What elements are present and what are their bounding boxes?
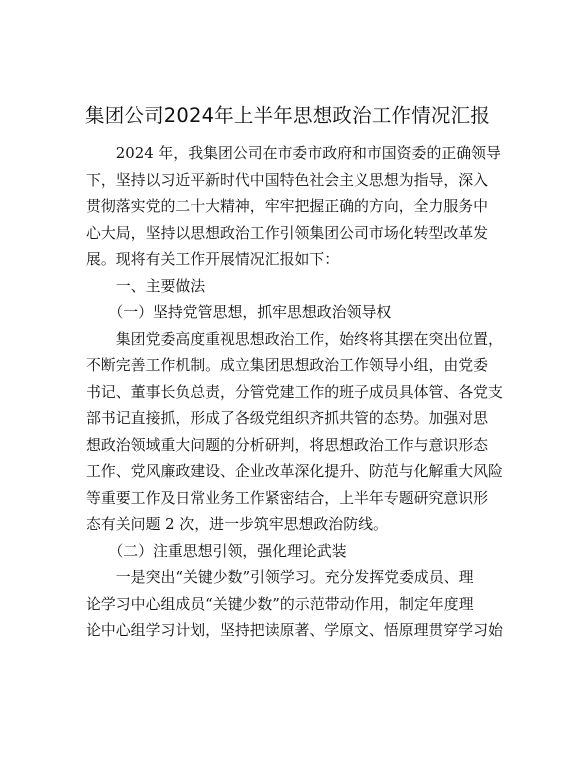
document-title: 集团公司2024年上半年思想政治工作情况汇报 (85, 104, 491, 127)
paragraph-line: 2024 年，我集团公司在市委市政府和市国资委的正确领导 (86, 144, 501, 162)
document-body (86, 140, 506, 644)
paragraph-line: 下，坚持以习近平新时代中国特色社会主义思想为指导，深入 (86, 170, 489, 189)
paragraph-line: 部书记直接抓，形成了各级党组织齐抓共管的态势。加强对思 (86, 409, 489, 427)
paragraph-line: 一是突出“关键少数”引领学习。充分发挥党委成员、理 (86, 568, 474, 586)
paragraph-line: 态有关问题 2 次，进一步筑牢思想政治防线。 (86, 515, 388, 533)
section-heading: 一、主要做法 (86, 276, 206, 295)
paragraph-line: 书记、董事长负总责，分管党建工作的班子成员具体管、各党支 (86, 382, 503, 401)
paragraph-line: 想政治领域重大问题的分析研判，将思想政治工作与意识形态 (86, 435, 489, 454)
paragraph-line: 展。现将有关工作开展情况汇报如下： (86, 250, 340, 268)
paragraph-line: 心大局，坚持以思想政治工作引领集团公司市场化转型改革发 (86, 223, 489, 242)
paragraph-line: 等重要工作及日常业务工作紧密结合，上半年专题研究意识形 (86, 488, 489, 507)
paragraph-line: 论学习中心组成员“关键少数”的示范带动作用，制定年度理 (86, 594, 474, 613)
paragraph-line: 贯彻落实党的二十大精神，牢牢把握正确的方向，全力服务中 (86, 197, 489, 215)
subsection-heading: （二）注重思想引领，强化理论武装 (86, 541, 347, 560)
paragraph-line: 不断完善工作机制。成立集团思想政治工作领导小组，由党委 (86, 356, 489, 374)
paragraph-line: 论中心组学习计划，坚持把读原著、学原文、悟原理贯穿学习始 (86, 621, 503, 639)
paragraph-line: 工作、党风廉政建设、企业改革深化提升、防范与化解重大风险 (86, 462, 503, 480)
subsection-heading: （一）坚持党管思想，抓牢思想政治领导权 (86, 303, 392, 321)
paragraph-line: 集团党委高度重视思想政治工作，始终将其摆在突出位置， (86, 329, 503, 348)
